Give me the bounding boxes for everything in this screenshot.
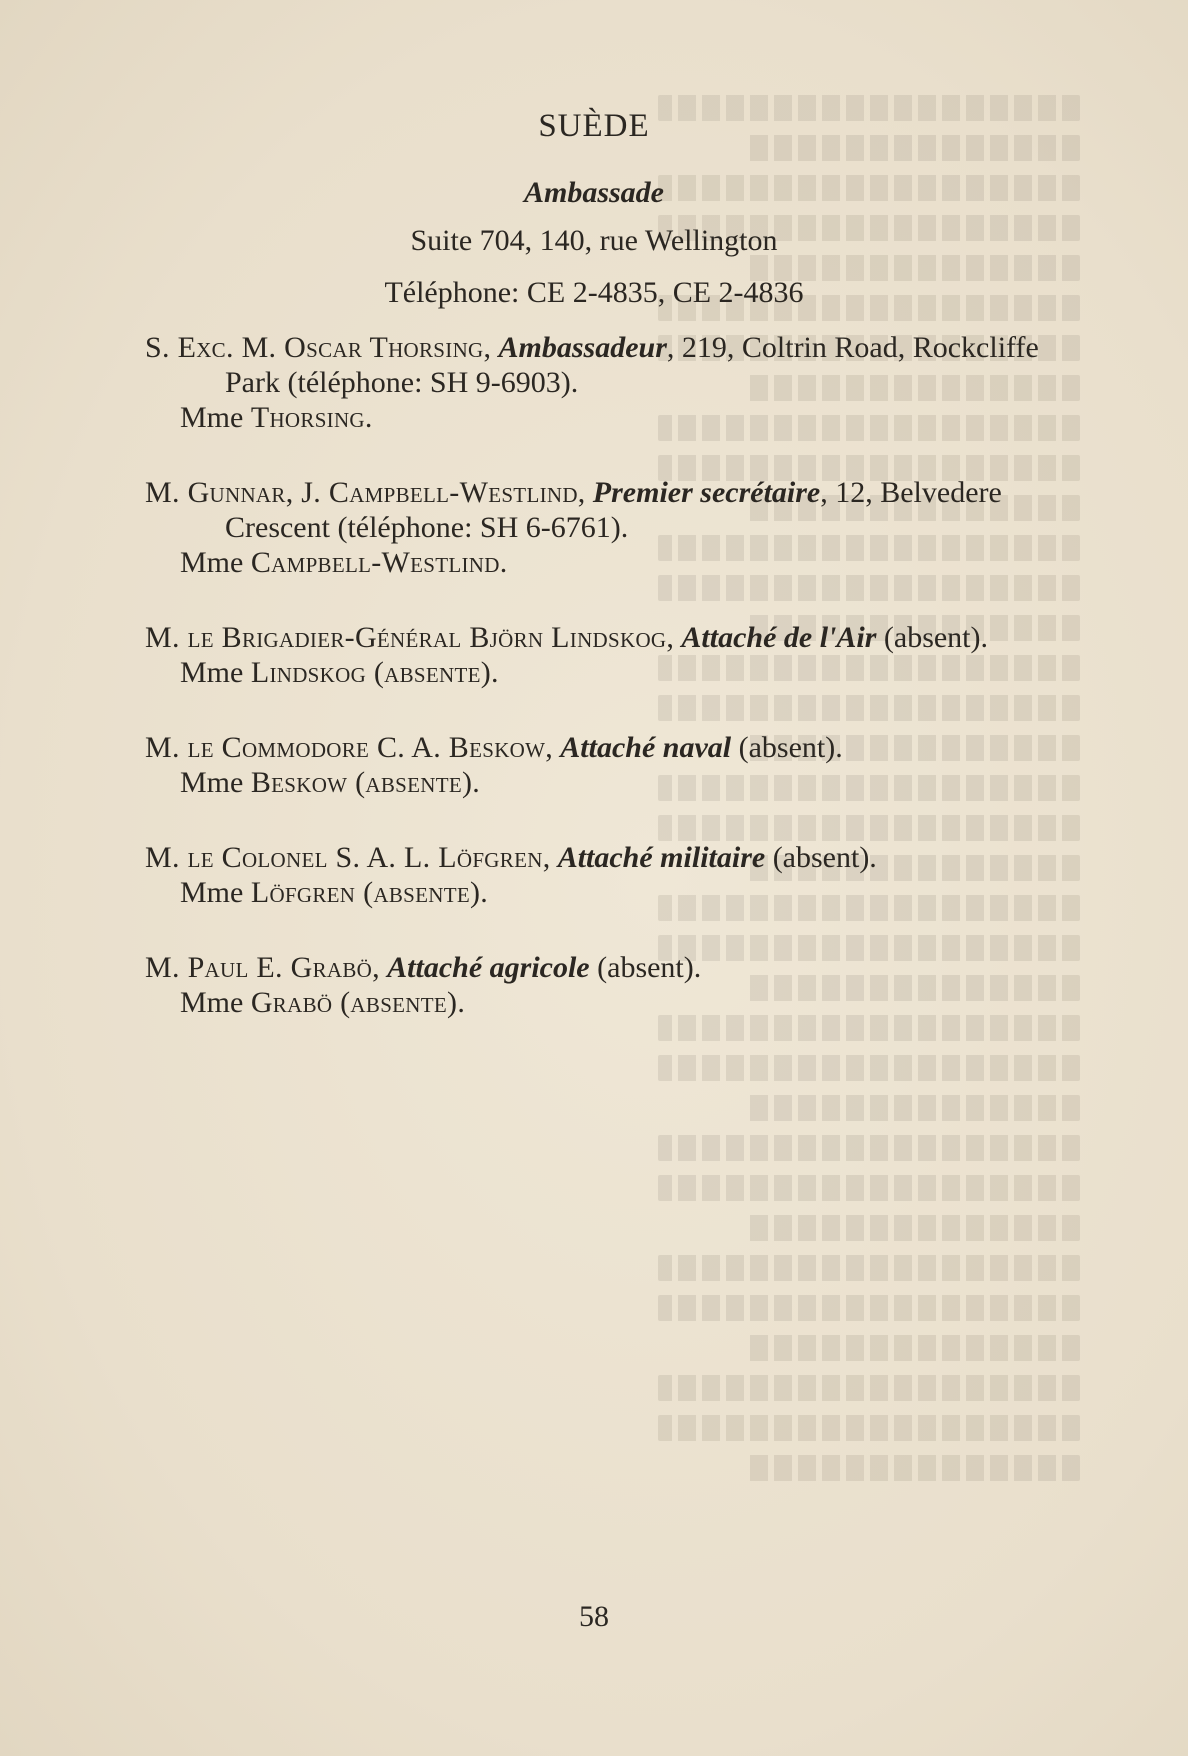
spouse-name: Löfgren (absente). <box>250 876 489 909</box>
spouse-name: Grabö (absente). <box>250 986 466 1019</box>
staff-main-line: M. le Commodore C. A. Beskow, Attaché naval (absent). <box>145 731 843 764</box>
page-number: 58 <box>579 1600 609 1633</box>
staff-main-line: M. Paul E. Grabö, Attaché agricole (absent). <box>145 951 702 984</box>
spouse-prefix: Mme <box>180 546 244 579</box>
staff-main-line: M. Gunnar, J. Campbell-Westlind, Premier secrétaire, 12, Belvedere Crescent (téléphone: SH 6-6761). <box>145 476 1002 544</box>
spouse-name: Lindskog (absente). <box>250 656 499 689</box>
staff-details: (absent). <box>765 841 877 874</box>
staff-title: Attaché militaire <box>557 841 766 874</box>
spouse-name: Beskow (absente). <box>250 766 481 799</box>
staff-details: , 12, Belvedere Crescent (téléphone: SH 6-6761). <box>225 476 1002 544</box>
staff-title: Premier secrétaire <box>592 476 821 509</box>
spouse-prefix: Mme <box>180 876 244 909</box>
spouse-name: Thorsing. <box>250 401 373 434</box>
staff-title: Attaché de l'Air <box>681 621 877 654</box>
spouse-line <box>145 400 1065 435</box>
staff-details: (absent). <box>731 731 843 764</box>
staff-title: Attaché naval <box>560 731 732 764</box>
staff-details: , 219, Coltrin Road, Rockcliffe Park (téléphone: SH 9-6903). <box>225 331 1039 399</box>
staff-main-line: S. Exc. M. Oscar Thorsing, Ambassadeur, 219, Coltrin Road, Rockcliffe Park (téléphone: SH 9-6903). <box>145 331 1039 399</box>
staff-details: (absent). <box>589 951 702 984</box>
staff-main-line: M. le Colonel S. A. L. Löfgren, Attaché militaire (absent). <box>145 841 877 874</box>
staff-entry <box>145 730 1065 800</box>
spouse-line <box>145 875 1065 910</box>
staff-title: Attaché agricole <box>387 951 590 984</box>
staff-name: M. le Colonel S. A. L. Löfgren <box>145 841 543 874</box>
staff-title: Ambassadeur <box>498 331 667 364</box>
spouse-prefix: Mme <box>180 986 244 1019</box>
spouse-name: Campbell-Westlind. <box>250 546 508 579</box>
spouse-line <box>145 765 1065 800</box>
staff-entry <box>145 950 1065 1020</box>
staff-name: S. Exc. M. Oscar Thorsing <box>145 331 484 364</box>
staff-name: M. Paul E. Grabö <box>145 951 373 984</box>
staff-main-line: M. le Brigadier-Général Björn Lindskog, Attaché de l'Air (absent). <box>145 621 989 654</box>
staff-entry <box>145 330 1065 435</box>
spouse-prefix: Mme <box>180 401 244 434</box>
spouse-line <box>145 545 1065 580</box>
spouse-prefix: Mme <box>180 656 244 689</box>
mission-phone: Téléphone: CE 2-4835, CE 2-4836 <box>384 276 804 309</box>
staff-entry <box>145 840 1065 910</box>
staff-entry <box>145 475 1065 580</box>
staff-name: M. Gunnar, J. Campbell-Westlind <box>145 476 578 509</box>
staff-name: M. le Commodore C. A. Beskow <box>145 731 546 764</box>
mission-type: Ambassade <box>523 176 664 209</box>
staff-entry <box>145 620 1065 690</box>
spouse-line <box>145 985 1065 1020</box>
spouse-line <box>145 655 1065 690</box>
staff-details: (absent). <box>876 621 989 654</box>
staff-list <box>145 330 1065 1060</box>
staff-name: M. le Brigadier-Général Björn Lindskog <box>145 621 667 654</box>
spouse-prefix: Mme <box>180 766 244 799</box>
mission-address: Suite 704, 140, rue Wellington <box>410 224 778 257</box>
country-heading: SUÈDE <box>538 108 650 144</box>
